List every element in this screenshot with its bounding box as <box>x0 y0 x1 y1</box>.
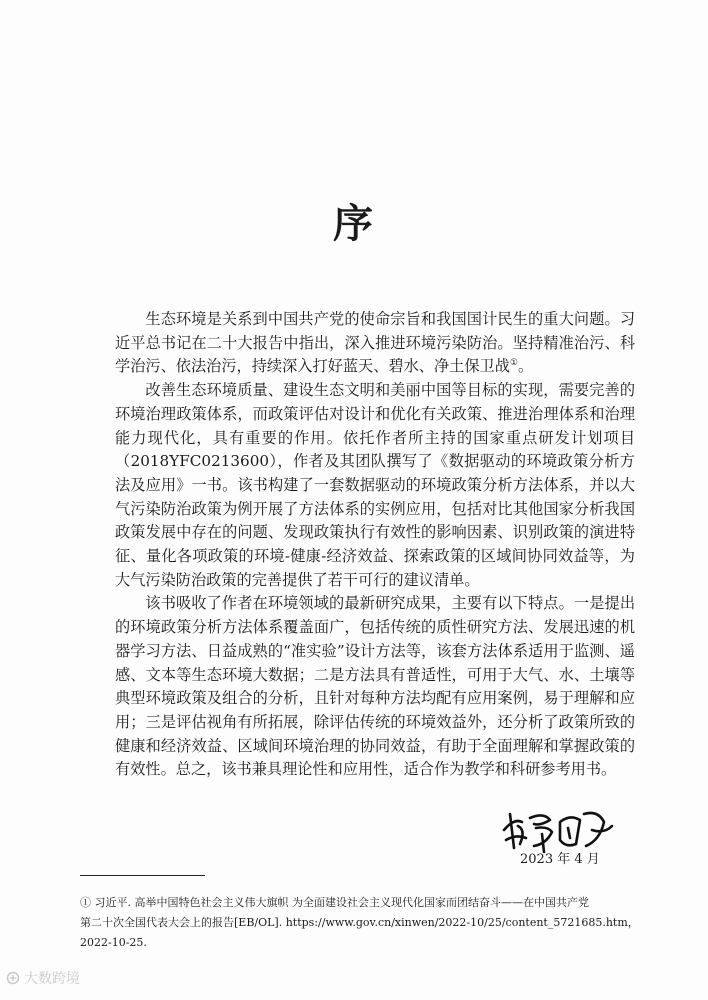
footnote-marker: ① <box>80 896 91 909</box>
footnote-text-1: 习近平. 高举中国特色社会主义伟大旗帜 为全面建设社会主义现代化国家而团结奋斗——在中国共产党 <box>94 896 589 909</box>
footnote-line-2: 第二十次全国代表大会上的报告[EB/OL]. https://www.gov.cn/xinwen/2022-10/25/content_5721685.htm，2022-10-25. <box>80 916 639 949</box>
footnote-divider <box>80 875 205 876</box>
watermark <box>6 968 80 988</box>
footnote <box>80 893 640 953</box>
paragraph-3: 该书吸收了作者在环境领域的最新研究成果，主要有以下特点。一是提出的环境政策分析方法体系覆盖面广，包括传统的质性研究方法、发展迅速的机器学习方法、日益成熟的“准实验”设计方法等，该套方法体系适用于监测、遥感、文本等生态环境大数据；二是方法具有普适性，可用于大气、水、土壤等典型环境政策及组合的分析，且针对每种方法均配有应用案例，易于理解和应用；三是评估视角有所拓展，除评估传统的环境效益外，还分析了政策所致的健康和经济效益、区域间环境治理的协同效益，有助于全面理解和掌握政策的有效性。总之，该书兼具理论性和应用性，适合作为教学和科研参考用书。 <box>115 594 635 779</box>
paragraph-1-text: 生态环境是关系到中国共产党的使命宗旨和我国国计民生的重大问题。习近平总书记在二十大报告中指出，深入推进环境污染防治。坚持精准治污、科学治污、依法治污，持续深入打好蓝天、碧水、净土保卫战 <box>115 310 635 376</box>
handwritten-signature <box>500 800 620 855</box>
watermark-text: 大数跨境 <box>24 971 80 987</box>
date: 2023 年 4 月 <box>520 852 600 867</box>
paragraph-1 <box>115 308 635 379</box>
footnote-ref: ① <box>509 358 518 369</box>
footnote-line-1 <box>80 893 640 913</box>
paragraph-1-end: 。 <box>517 357 534 376</box>
preface-body <box>115 308 635 782</box>
brand-logo-icon <box>6 971 20 985</box>
page-title: 序 <box>333 200 375 247</box>
paragraph-2: 改善生态环境质量、建设生态文明和美丽中国等目标的实现，需要完善的环境治理政策体系，而政策评估对设计和优化有关政策、推进治理体系和治理能力现代化，具有重要的作用。依托作者所主持的国家重点研发计划项目（2018YFC0213600），作者及其团队撰写了《数据驱动的环境政策分析方法及应用》一书。该书构建了一套数据驱动的环境政策分析方法体系，并以大气污染防治政策为例开展了方法体系的实例应用，包括对比其他国家分析我国政策发展中存在的问题、发现政策执行有效性的影响因素、识别政策的演进特征、量化各项政策的环境-健康-经济效益、探索政策的区域间协同效益等，为大气污染防治政策的完善提供了若干可行的建议清单。 <box>115 381 635 589</box>
